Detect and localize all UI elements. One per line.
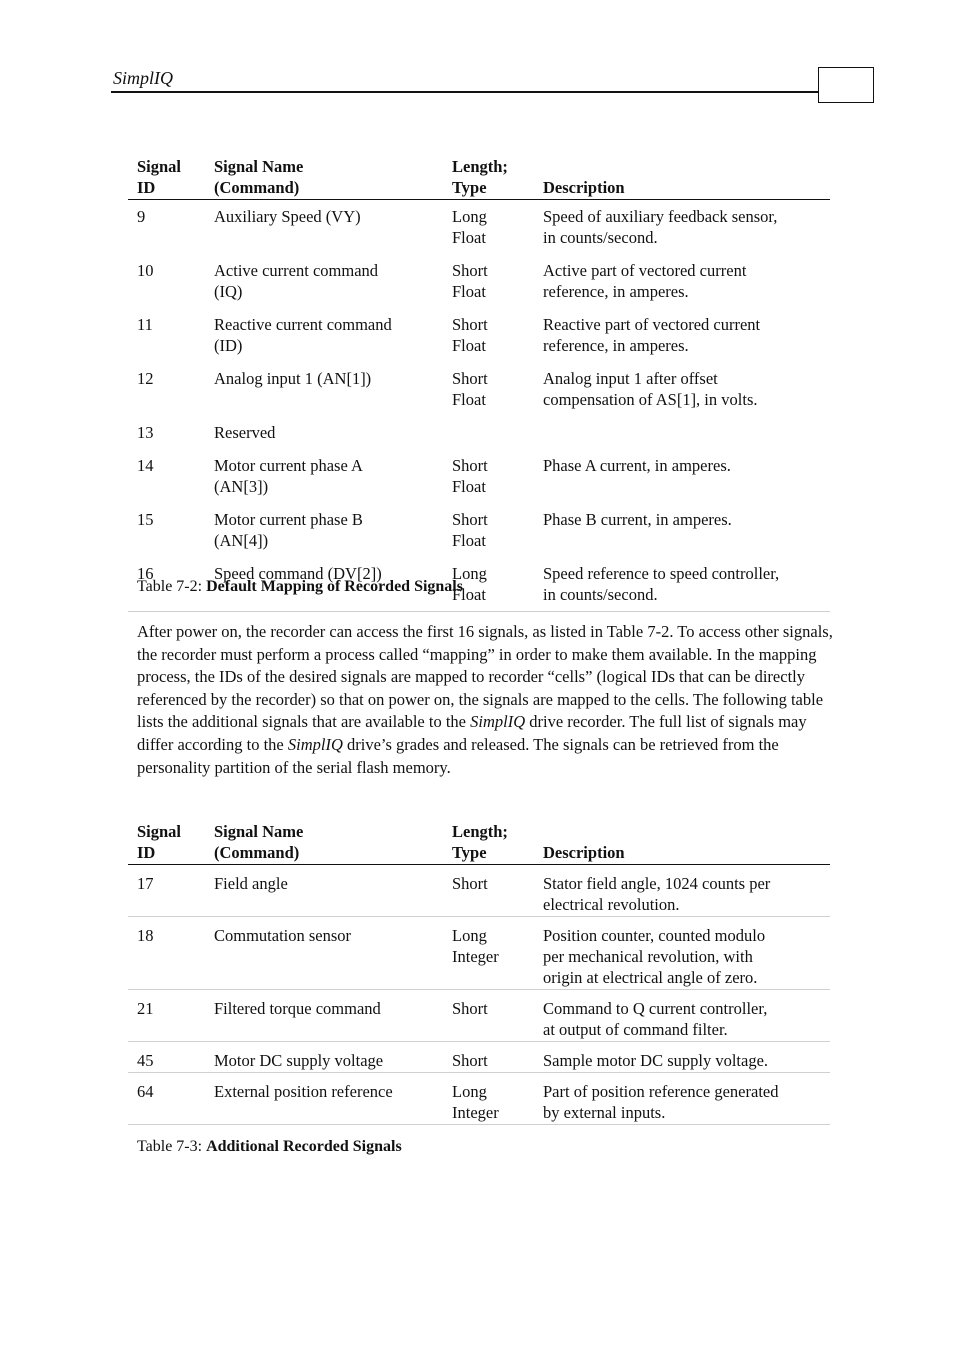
cell-line: reference, in amperes.: [543, 336, 689, 355]
cell-line: in counts/second.: [543, 585, 658, 604]
header-line: Signal: [137, 822, 182, 841]
cell-line: Analog input 1 (AN[1]): [214, 369, 372, 388]
cell-line: in counts/second.: [543, 228, 658, 247]
signal-id-cell: 64: [128, 1073, 205, 1125]
header-line: Type: [452, 843, 487, 862]
cell-line: Short: [452, 874, 488, 893]
length-type-cell: [443, 362, 534, 416]
header-line: (Command): [214, 843, 300, 862]
length-type-cell: [443, 1073, 534, 1125]
table-row: [128, 990, 830, 1042]
signal-id-cell: 9: [137, 207, 146, 226]
cell-line: Command to Q current controller,: [543, 999, 768, 1018]
caption-prefix: Table 7-3:: [137, 1138, 207, 1155]
description-cell: [534, 917, 830, 990]
cell-line: per mechanical revolution, with: [543, 947, 753, 966]
page-number-box: [818, 67, 874, 103]
length-type-cell: [443, 865, 534, 917]
header-line: ID: [137, 843, 156, 862]
header-line: Signal Name: [214, 157, 304, 176]
col-header-description: [534, 821, 830, 865]
signal-name-cell: [205, 917, 443, 990]
table-row: [128, 503, 830, 557]
description-cell: [534, 557, 830, 612]
header-line: Length;: [452, 822, 508, 841]
cell-line: Float: [452, 477, 486, 496]
cell-line: Float: [452, 228, 486, 247]
header-line: Description: [543, 843, 625, 862]
signal-name-cell: [205, 1073, 443, 1125]
cell-line: Commutation sensor: [214, 926, 352, 945]
cell-line: by external inputs.: [543, 1103, 666, 1122]
description-cell: [534, 1073, 830, 1125]
signal-id-cell: 10: [137, 261, 154, 280]
signal-id-cell: 14: [137, 456, 154, 475]
table-header-row: [128, 156, 830, 200]
cell-line: Long: [452, 564, 487, 583]
cell-line: Short: [452, 261, 488, 280]
cell-line: reference, in amperes.: [543, 282, 689, 301]
length-type-cell: [443, 990, 534, 1042]
col-header-length-type: [443, 821, 534, 865]
header-line: (Command): [214, 178, 300, 197]
signal-id-cell: 17: [128, 865, 205, 917]
table-row: [128, 416, 830, 449]
additional-signals-table: [128, 821, 830, 1125]
header-rule: [111, 91, 819, 93]
signal-name-cell: [205, 449, 443, 503]
signal-name-cell: [205, 865, 443, 917]
cell-line: Float: [452, 585, 486, 604]
cell-line: Filtered torque command: [214, 999, 381, 1018]
signal-id-cell: 12: [137, 369, 154, 388]
cell-line: Motor DC supply voltage: [214, 1051, 384, 1070]
cell-line: Reactive part of vectored current: [543, 315, 761, 334]
table-row: [128, 1073, 830, 1125]
signal-id-cell: 21: [128, 990, 205, 1042]
cell-line: Integer: [452, 1103, 499, 1122]
header-line: Type: [452, 178, 487, 197]
table-row: [128, 308, 830, 362]
col-header-length-type: [443, 156, 534, 200]
header-line: Description: [543, 178, 625, 197]
signal-name-cell: [205, 308, 443, 362]
table-body: [128, 200, 830, 612]
description-cell: [534, 1042, 830, 1073]
caption-title: Additional Recorded Signals: [206, 1138, 402, 1155]
paragraph-part: drive’s grades and released. The signals can be retrieved from the personality partition of the serial flash memory.: [137, 734, 779, 777]
table-7-3-caption: [137, 1138, 402, 1156]
signal-id-cell: 15: [137, 510, 154, 529]
description-cell: [534, 503, 830, 557]
cell-line: Analog input 1 after offset: [543, 369, 718, 388]
description-cell: [534, 449, 830, 503]
header-line: Signal: [137, 157, 182, 176]
header-line: Signal Name: [214, 822, 304, 841]
table-row: [128, 449, 830, 503]
length-type-cell: [443, 416, 534, 449]
cell-line: Auxiliary Speed (VY): [214, 207, 361, 226]
signal-name-cell: [205, 362, 443, 416]
cell-line: Short: [452, 369, 488, 388]
signal-name-cell: [205, 990, 443, 1042]
cell-line: Integer: [452, 947, 499, 966]
description-cell: [534, 308, 830, 362]
cell-line: Float: [452, 336, 486, 355]
cell-line: Phase B current, in amperes.: [543, 510, 732, 529]
col-header-signal-name: [205, 821, 443, 865]
length-type-cell: [443, 917, 534, 990]
description-cell: [534, 362, 830, 416]
cell-line: at output of command filter.: [543, 1020, 728, 1039]
cell-line: Long: [452, 926, 487, 945]
description-cell: [534, 865, 830, 917]
paragraph-part: drive recorder. The full list of signals may differ according to the: [137, 712, 807, 754]
default-mapping-table: [128, 156, 830, 612]
length-type-cell: [443, 308, 534, 362]
header-brand: SimplIQ: [113, 68, 173, 88]
cell-line: (IQ): [214, 282, 243, 301]
cell-line: Speed of auxiliary feedback sensor,: [543, 207, 778, 226]
length-type-cell: [443, 1042, 534, 1073]
body-paragraph: [137, 621, 837, 779]
cell-line: Float: [452, 282, 486, 301]
table-row: [128, 254, 830, 308]
cell-line: Reserved: [214, 423, 276, 442]
cell-line: Motor current phase A: [214, 456, 363, 475]
header-line: Length;: [452, 157, 508, 176]
brand-name: SimplIQ: [287, 734, 343, 754]
table-row: [128, 865, 830, 917]
cell-line: Active current command: [214, 261, 379, 280]
cell-line: Stator field angle, 1024 counts per: [543, 874, 771, 893]
signal-name-cell: [205, 1042, 443, 1073]
col-header-description: [534, 156, 830, 200]
description-cell: [534, 200, 830, 255]
length-type-cell: [443, 254, 534, 308]
cell-line: Short: [452, 1051, 488, 1070]
cell-line: Speed reference to speed controller,: [543, 564, 780, 583]
signal-id-cell: 13: [137, 423, 154, 442]
table-row: [128, 200, 830, 255]
cell-line: Part of position reference generated: [543, 1082, 779, 1101]
cell-line: Motor current phase B: [214, 510, 363, 529]
caption-title: Default Mapping of Recorded Signals: [206, 578, 463, 595]
cell-line: Short: [452, 315, 488, 334]
cell-line: Speed command (DV[2]): [214, 564, 382, 583]
table-body: [128, 865, 830, 1125]
cell-line: (ID): [214, 336, 243, 355]
header-line: ID: [137, 178, 156, 197]
signal-name-cell: [205, 503, 443, 557]
cell-line: (AN[4]): [214, 531, 269, 550]
cell-line: Sample motor DC supply voltage.: [543, 1051, 769, 1070]
col-header-signal-id: [128, 821, 205, 865]
table-row: [128, 917, 830, 990]
cell-line: Long: [452, 207, 487, 226]
signal-name-cell: [205, 254, 443, 308]
cell-line: Float: [452, 531, 486, 550]
cell-line: Field angle: [214, 874, 288, 893]
paragraph-part: After power on, the recorder can access the first 16 signals, as listed in Table 7-2. To access other signals, the recorder must perform a process called “mapping” in order to make them available. In the mapping process, the IDs of the desired signals are mapped to recorder “cells” (logical IDs that can be directly referenced by the recorder) so that on power on, the signals are mapped to the cells. The following table lists the additional signals that are available to the: [137, 622, 833, 732]
length-type-cell: [443, 503, 534, 557]
cell-line: Reactive current command: [214, 315, 392, 334]
cell-line: compensation of AS[1], in volts.: [543, 390, 758, 409]
description-cell: [534, 416, 830, 449]
caption-prefix: Table 7-2:: [137, 578, 207, 595]
cell-line: Position counter, counted modulo: [543, 926, 766, 945]
cell-line: (AN[3]): [214, 477, 269, 496]
description-cell: [534, 990, 830, 1042]
cell-line: Phase A current, in amperes.: [543, 456, 731, 475]
cell-line: Float: [452, 390, 486, 409]
cell-line: Short: [452, 999, 488, 1018]
length-type-cell: [443, 200, 534, 255]
cell-line: electrical revolution.: [543, 895, 680, 914]
table-row: [128, 1042, 830, 1073]
signal-id-cell: 45: [128, 1042, 205, 1073]
description-cell: [534, 254, 830, 308]
cell-line: Active part of vectored current: [543, 261, 747, 280]
cell-line: External position reference: [214, 1082, 393, 1101]
cell-line: Short: [452, 456, 488, 475]
signal-id-cell: 11: [137, 315, 153, 334]
table-row: [128, 362, 830, 416]
signal-id-cell: 16: [128, 557, 205, 612]
table-header-row: [128, 821, 830, 865]
cell-line: Short: [452, 510, 488, 529]
brand-name: SimplIQ: [470, 712, 526, 732]
table-7-2-caption: [137, 578, 463, 596]
signal-name-cell: [205, 200, 443, 255]
cell-line: Long: [452, 1082, 487, 1101]
paragraph-text: [137, 621, 837, 779]
col-header-signal-id: [128, 156, 205, 200]
cell-line: origin at electrical angle of zero.: [543, 968, 758, 987]
col-header-signal-name: [205, 156, 443, 200]
signal-id-cell: 18: [128, 917, 205, 990]
length-type-cell: [443, 449, 534, 503]
signal-name-cell: [205, 416, 443, 449]
